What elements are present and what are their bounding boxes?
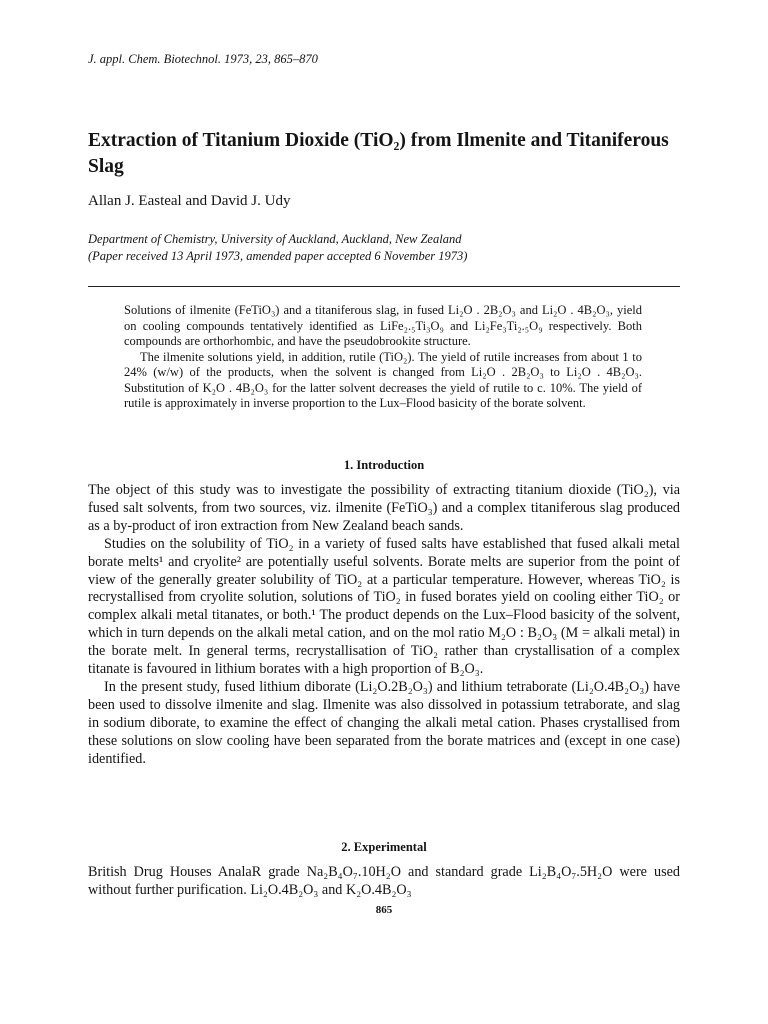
affiliation-block [88,231,688,265]
body-paragraph: The object of this study was to investigate the possibility of extracting titanium dioxide (TiO₂), via fused salt solvents, from two sources, viz. ilmenite (FeTiO₃) and a complex titaniferous slag produced as a by-product of iron extraction from New Zealand beach sands. [88,482,680,534]
abstract [124,303,642,412]
affiliation-department: Department of Chemistry, University of Auckland, Auckland, New Zealand [88,232,462,246]
experimental-body [88,864,680,900]
journal-citation: J. appl. Chem. Biotechnol. 1973, 23, 865–870 [88,52,318,66]
body-paragraph: Studies on the solubility of TiO₂ in a variety of fused salts have established that fused alkali metal borate melts¹ and cryolite² are potentially useful solvents. Borate melts are superior from the point of view of the generally greater solubility of TiO₂ at a particular temperature. However, whereas TiO₂ is recrystallised from cryolite solution, solutions of TiO₂ in fused borates yield on cooling either TiO₂ or complex alkali metal titanates, or both.¹ The product depends on the Lux–Flood basicity of the solvent, which in turn depends on the alkali metal cation, and on the mol ratio M₂O : B₂O₃ (M = alkali metal) in the borate melt. In general terms, recrystallisation of TiO₂ rather than crystallisation of a complex titanate is favoured in lithium borates with a high proportion of B₂O₃. [88,535,680,678]
article-authors: Allan J. Easteal and David J. Udy [88,193,291,209]
body-paragraph: In the present study, fused lithium diborate (Li₂O.2B₂O₃) and lithium tetraborate (Li₂O.4B₂O₃) have been used to dissolve ilmenite and slag. Ilmenite was also dissolved in potassium tetraborate, and slag in sodium diborate, to examine the effect of changing the alkali metal cation. Phases crystallised from these solutions on slow cooling have been separated from the borate matrices and (except in one case) identified. [88,678,680,767]
paper-received-note: (Paper received 13 April 1973, amended paper accepted 6 November 1973) [88,249,468,263]
header-divider [88,286,680,287]
article-title: Extraction of Titanium Dioxide (TiO₂) from Ilmenite and Titaniferous Slag [88,130,669,177]
body-paragraph: British Drug Houses AnalaR grade Na₂B₄O₇.10H₂O and standard grade Li₂B₄O₇.5H₂O were used without further purification. Li₂O.4B₂O₃ and K₂O.4B₂O₃ [88,864,680,898]
section-heading-introduction: 1. Introduction [343,458,425,472]
abstract-paragraph: Solutions of ilmenite (FeTiO₃) and a titaniferous slag, in fused Li₂O . 2B₂O₃ and Li₂O . 4B₂O₃, yield on cooling compounds tentatively identified as LiFe₂.₅Ti₃O₉ and Li₂Fe₃Ti₂.₅O₉ respectively. Both compounds are orthorhombic, and have the pseudobrookite structure. [124,303,642,348]
section-heading-experimental: 2. Experimental [341,840,427,854]
introduction-body [88,482,680,769]
page-number: 865 [375,904,393,916]
abstract-paragraph: The ilmenite solutions yield, in addition, rutile (TiO₂). The yield of rutile increases from about 1 to 24% (w/w) of the products, when the solvent is changed from Li₂O . 2B₂O₃ to Li₂O . 4B₂O₃. Substitution of K₂O . 4B₂O₃ for the latter solvent decreases the yield of rutile to c. 10%. The yield of rutile is approximately in inverse proportion to the Lux–Flood basicity of the borate solvent. [124,349,642,410]
